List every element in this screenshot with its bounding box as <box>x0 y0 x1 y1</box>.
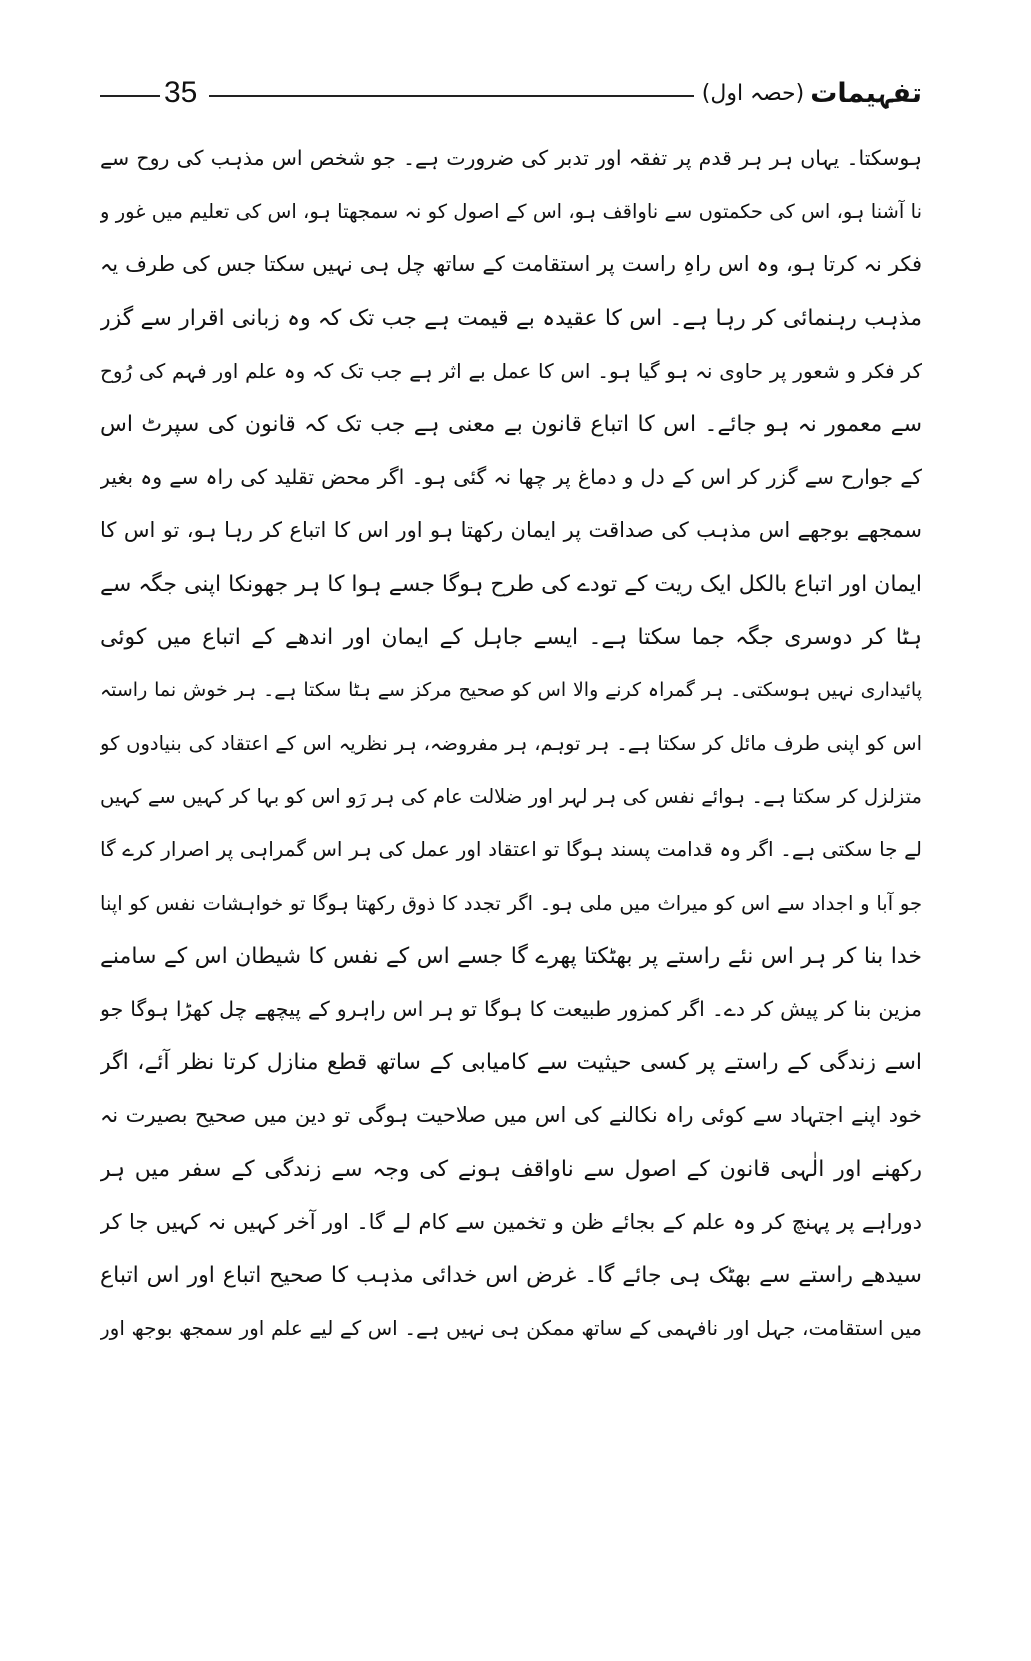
text-line: کے جوارح سے گزر کر اس کے دل و دماغ پر چھا نہ گئی ہو۔ اگر محض تقلید کی راہ سے وہ بغیر <box>100 465 922 490</box>
text-line: متزلزل کر سکتا ہے۔ ہوائے نفس کی ہر لہر اور ضلالت عام کی ہر رَو اس کو بہا کر کہیں سے کہیں <box>100 785 922 809</box>
text-line: پائیداری نہیں ہوسکتی۔ ہر گمراہ کرنے والا اس کو صحیح مرکز سے ہٹا سکتا ہے۔ ہر خوش نما راستہ <box>100 678 922 701</box>
text-line: اس کو اپنی طرف مائل کر سکتا ہے۔ ہر توہم، ہر مفروضہ، ہر نظریہ اس کے اعتقاد کی بنیادوں کو <box>100 732 922 756</box>
text-line: نا آشنا ہو، اس کی حکمتوں سے ناواقف ہو، اس کے اصول کو نہ سمجھتا ہو، اس کی تعلیم میں غور و <box>100 200 922 224</box>
text-line: میں استقامت، جہل اور نافہمی کے ساتھ ممکن ہی نہیں ہے۔ اس کے لیے علم اور سمجھ بوجھ اور <box>100 1316 922 1341</box>
book-title: تفہیمات <box>810 77 922 109</box>
book-part: (حصہ اول) <box>701 80 805 106</box>
header-rule-long <box>209 95 693 97</box>
text-line: لے جا سکتی ہے۔ اگر وہ قدامت پسند ہوگا تو اعتقاد اور عمل کی ہر اس گمراہی پر اصرار کرے گا <box>100 837 922 862</box>
text-line: سمجھے بوجھے اس مذہب کی صداقت پر ایمان رکھتا ہو اور اس کا اتباع کر رہا ہو، تو اس کا <box>100 518 922 543</box>
text-line: سے معمور نہ ہو جائے۔ اس کا اتباع قانون بے معنی ہے جب تک کہ قانون کی سپرٹ اس <box>100 411 922 437</box>
running-header <box>100 68 922 118</box>
text-line: فکر نہ کرتا ہو، وہ اس راہِ راست پر استقامت کے ساتھ چل ہی نہیں سکتا جس کی طرف یہ <box>100 252 922 277</box>
body-text <box>100 132 922 1355</box>
page-number: 35 <box>164 76 198 109</box>
text-line: سیدھے راستے سے بھٹک ہی جائے گا۔ غرض اس خدائی مذہب کا صحیح اتباع اور اس اتباع <box>100 1262 922 1288</box>
text-line: مزین بنا کر پیش کر دے۔ اگر کمزور طبیعت کا ہوگا تو ہر اس راہرو کے پیچھے چل کھڑا ہوگا جو <box>100 997 922 1021</box>
text-line: خدا بنا کر ہر اس نئے راستے پر بھٹکتا پھرے گا جسے اس کے نفس کا شیطان اس کے سامنے <box>100 943 922 969</box>
header-rule-short <box>100 95 160 97</box>
text-line: اسے زندگی کے راستے پر کسی حیثیت سے کامیابی کے ساتھ قطع منازل کرتا نظر آئے، اگر <box>100 1050 922 1076</box>
text-line: جو آبا و اجداد سے اس کو میراث میں ملی ہو۔ اگر تجدد کا ذوق رکھتا ہوگا تو خواہشات نفس کو اپنا <box>100 891 922 915</box>
text-line: ایمان اور اتباع بالکل ایک ریت کے تودے کی طرح ہوگا جسے ہوا کا ہر جھونکا اپنی جگہ سے <box>100 571 922 597</box>
text-line: دوراہے پر پہنچ کر وہ علم کے بجائے ظن و تخمین سے کام لے گا۔ اور آخر کہیں نہ کہیں جا کر <box>100 1209 922 1234</box>
text-line: ہٹا کر دوسری جگہ جما سکتا ہے۔ ایسے جاہل کے ایمان اور اندھے کے اتباع میں کوئی <box>100 624 922 650</box>
text-line: کر فکر و شعور پر حاوی نہ ہو گیا ہو۔ اس کا عمل بے اثر ہے جب تک کہ وہ علم اور فہم کی رُوح <box>100 358 922 383</box>
text-line: خود اپنے اجتہاد سے کوئی راہ نکالنے کی اس میں صلاحیت ہوگی تو دین میں صحیح بصیرت نہ <box>100 1103 922 1128</box>
text-line: ہوسکتا۔ یہاں ہر ہر قدم پر تفقہ اور تدبر کی ضرورت ہے۔ جو شخص اس مذہب کی روح سے <box>100 146 922 170</box>
text-line: رکھنے اور الٰہی قانون کے اصول سے ناواقف ہونے کی وجہ سے زندگی کے سفر میں ہر <box>100 1156 922 1182</box>
text-line: مذہب رہنمائی کر رہا ہے۔ اس کا عقیدہ بے قیمت ہے جب تک کہ وہ زبانی اقرار سے گزر <box>100 305 922 331</box>
